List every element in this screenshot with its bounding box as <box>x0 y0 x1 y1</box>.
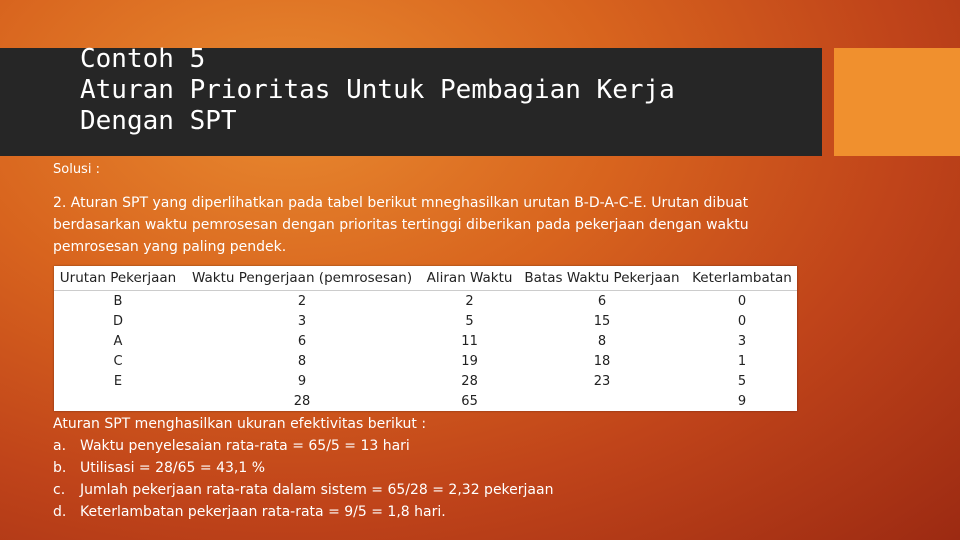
spt-table <box>54 266 797 411</box>
table-cell: 0 <box>737 293 747 309</box>
table-cell: 9 <box>737 393 747 409</box>
table-cell: D <box>113 313 124 329</box>
table-header-row <box>54 266 797 291</box>
table-cell: 19 <box>461 353 478 369</box>
table-cell: 6 <box>297 333 307 349</box>
table-cell: 8 <box>297 353 307 369</box>
list-item-text: Utilisasi = 28/65 = 43,1 % <box>80 460 265 476</box>
list-item <box>53 435 673 457</box>
table-cell: 11 <box>461 333 478 349</box>
conclusion-block <box>53 413 673 523</box>
table-cell: 28 <box>461 373 478 389</box>
table-cell: B <box>113 293 123 309</box>
table-cell: A <box>113 333 123 349</box>
table-cell: 6 <box>597 293 607 309</box>
table-cell <box>54 391 182 411</box>
table-cell: 1 <box>737 353 747 369</box>
table-row <box>54 311 797 331</box>
table-total-row <box>54 391 797 411</box>
list-item-label: c. <box>53 482 66 498</box>
list-item <box>53 479 673 501</box>
conclusion-list <box>53 435 673 523</box>
header-keterlambatan: Keterlambatan <box>687 266 797 291</box>
list-item-text: Jumlah pekerjaan rata-rata dalam sistem = 65/28 = 2,32 pekerjaan <box>80 482 554 498</box>
table-row <box>54 371 797 391</box>
header-aliran-waktu: Aliran Waktu <box>422 266 517 291</box>
table-cell: 9 <box>297 373 307 389</box>
table-cell <box>517 391 687 411</box>
title-line-2: Aturan Prioritas Untuk Pembagian Kerja <box>80 75 675 105</box>
table-cell: 15 <box>593 313 611 329</box>
table-row <box>54 351 797 371</box>
title-line-3: Dengan SPT <box>80 106 237 136</box>
header-batas-waktu: Batas Waktu Pekerjaan <box>517 266 687 291</box>
table-cell: 5 <box>465 313 474 329</box>
explanation-paragraph: 2. Aturan SPT yang diperlihatkan pada tabel berikut mneghasilkan urutan B-D-A-C-E. Urutan dibuat berdasarkan waktu pemrosesan dengan prioritas tertinggi diberikan pada pekerjaan dengan waktu pemrosesan yang paling pendek. <box>53 195 749 255</box>
table-cell: 5 <box>737 373 747 389</box>
list-item-text: Keterlambatan pekerjaan rata-rata = 9/5 = 1,8 hari. <box>80 504 446 520</box>
table-cell: 18 <box>593 353 611 369</box>
header-waktu-pengerjaan: Waktu Pengerjaan (pemrosesan) <box>182 266 422 291</box>
table-cell: 2 <box>297 293 307 309</box>
table-cell: 2 <box>465 293 474 309</box>
conclusion-intro: Aturan SPT menghasilkan ukuran efektivitas berikut : <box>53 416 427 432</box>
slide-title <box>80 44 820 137</box>
table-cell: C <box>113 353 123 369</box>
table-row <box>54 291 797 312</box>
list-item-label: a. <box>53 438 67 454</box>
table-cell: 8 <box>597 333 607 349</box>
list-item-text: Waktu penyelesaian rata-rata = 65/5 = 13 hari <box>80 438 410 454</box>
title-line-1: Contoh 5 <box>80 44 206 74</box>
table-cell: 3 <box>737 333 747 349</box>
table-row <box>54 331 797 351</box>
header-urutan: Urutan Pekerjaan <box>54 266 182 291</box>
list-item <box>53 457 673 479</box>
list-item-label: d. <box>53 504 67 520</box>
table-cell: 65 <box>461 393 478 409</box>
list-item <box>53 501 673 523</box>
table-cell: 23 <box>593 373 611 389</box>
table-cell: 3 <box>297 313 307 329</box>
table-cell: 0 <box>737 313 747 329</box>
table-cell: E <box>113 373 123 389</box>
solusi-label: Solusi : <box>53 162 100 177</box>
list-item-label: b. <box>53 460 67 476</box>
table-cell: 28 <box>293 393 311 409</box>
accent-block <box>834 48 960 156</box>
